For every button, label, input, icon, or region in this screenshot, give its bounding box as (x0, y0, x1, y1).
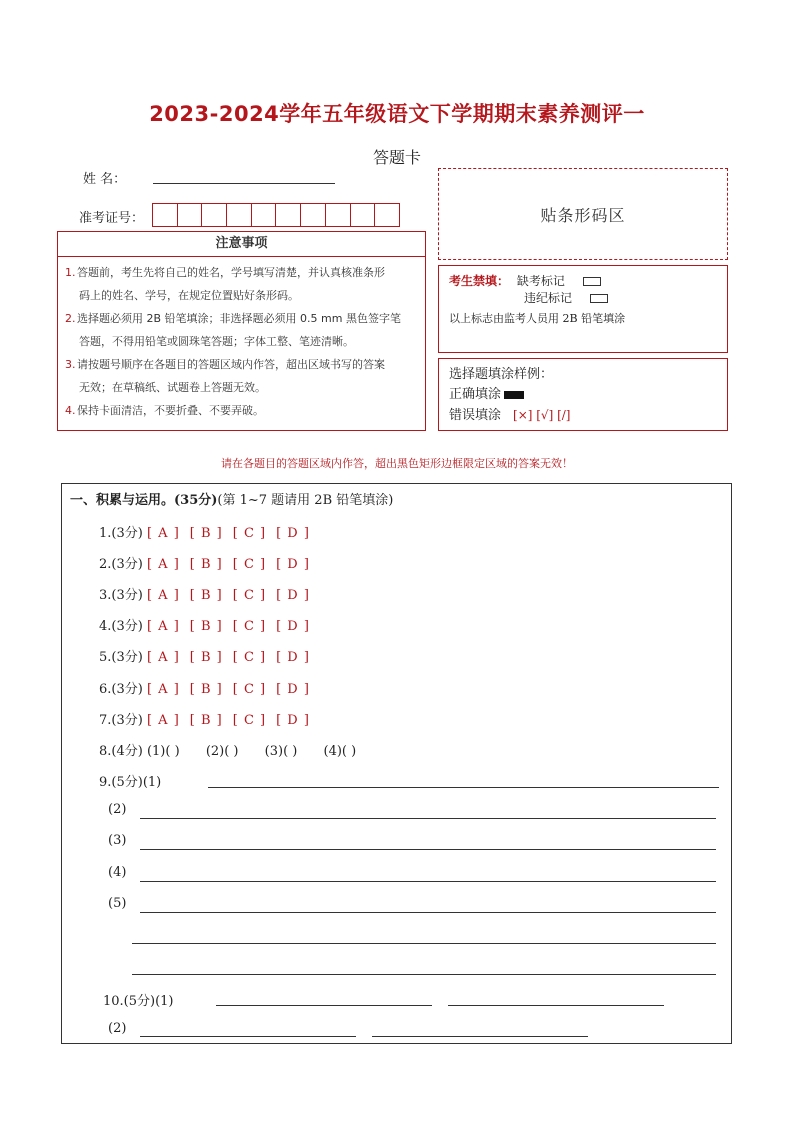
notice-num: 1. (65, 266, 76, 279)
option-a[interactable]: [ A ] (146, 682, 180, 697)
answer-line[interactable] (140, 1036, 356, 1037)
question-number: 6.(3分) (99, 682, 143, 697)
mc-question (99, 553, 320, 572)
mc-question (99, 584, 320, 603)
notice-num: 2. (65, 312, 76, 325)
option-a[interactable]: [ A ] (146, 713, 180, 728)
question-number: 8.(4分) (99, 744, 143, 759)
q8-row (99, 740, 356, 759)
option-c[interactable]: [ C ] (232, 619, 267, 634)
q8-part[interactable]: (1)( ) (146, 744, 180, 759)
barcode-label: 贴条形码区 (540, 205, 626, 225)
examiner-only-box (438, 265, 728, 353)
mc-question (99, 678, 320, 697)
id-cell[interactable] (374, 203, 400, 227)
forbid-note: 以上标志由监考人员用 2B 铅笔填涂 (449, 312, 626, 325)
notice-num: 4. (65, 404, 76, 417)
q9-part-label: (2) (108, 802, 127, 817)
question-number: 1.(3分) (99, 526, 143, 541)
answer-line[interactable] (448, 1005, 664, 1006)
option-a[interactable]: [ A ] (146, 526, 180, 541)
name-field[interactable] (153, 183, 335, 184)
option-d[interactable]: [ D ] (276, 619, 310, 634)
option-a[interactable]: [ A ] (146, 619, 180, 634)
question-number: 9.(5分) (99, 775, 143, 790)
answer-line[interactable] (140, 881, 716, 882)
q10-row (103, 990, 174, 1009)
notice-text: 请按题号顺序在各题目的答题区域内作答，超出区域书写的答案 (77, 358, 385, 371)
mc-question (99, 709, 320, 728)
notice-text: 无效；在草稿纸、试题卷上答题无效。 (79, 381, 266, 394)
option-a[interactable]: [ A ] (146, 588, 180, 603)
violation-mark-box[interactable] (590, 294, 608, 303)
correct-fill-label: 正确填涂 (449, 387, 502, 402)
mc-question (99, 646, 320, 665)
wrong-fill-marks: [×] [√] [/] (513, 408, 571, 422)
q9-part-label: (5) (108, 896, 127, 911)
absent-mark-box[interactable] (583, 277, 601, 286)
answer-line[interactable] (216, 1005, 432, 1006)
option-a[interactable]: [ A ] (146, 557, 180, 572)
forbid-label: 考生禁填： (449, 274, 510, 288)
option-b[interactable]: [ B ] (189, 526, 223, 541)
id-cell[interactable] (275, 203, 301, 227)
id-cell[interactable] (177, 203, 203, 227)
option-c[interactable]: [ C ] (232, 682, 267, 697)
section-title (70, 489, 393, 508)
question-number: 4.(3分) (99, 619, 143, 634)
id-cell[interactable] (300, 203, 326, 227)
answer-line[interactable] (132, 943, 716, 944)
q8-part[interactable]: (4)( ) (323, 744, 357, 759)
notice-num: 3. (65, 358, 76, 371)
question-number: 7.(3分) (99, 713, 143, 728)
page-title: 2023-2024学年五年级语文下学期期末素养测评一 (149, 102, 645, 126)
answer-line[interactable] (140, 818, 716, 819)
id-cell[interactable] (152, 203, 178, 227)
mc-question (99, 615, 320, 634)
notice-item (65, 399, 419, 422)
answer-line[interactable] (132, 974, 716, 975)
q8-part[interactable]: (3)( ) (264, 744, 298, 759)
absent-mark-label: 缺考标记 (516, 274, 565, 288)
question-number: 3.(3分) (99, 588, 143, 603)
option-c[interactable]: [ C ] (232, 526, 267, 541)
q10-part-label: (2) (108, 1021, 127, 1036)
option-d[interactable]: [ D ] (276, 682, 310, 697)
section-heading: 一、积累与运用。(35分) (70, 493, 218, 508)
answer-card-subtitle: 答题卡 (372, 148, 421, 167)
option-c[interactable]: [ C ] (232, 650, 267, 665)
wrong-fill-label: 错误填涂 (449, 408, 502, 423)
sample-heading: 选择题填涂样例： (449, 367, 554, 382)
notice-heading: 注意事项 (58, 232, 425, 257)
notice-text: 选择题必须用 2B 铅笔填涂；非选择题必须用 0.5 mm 黑色签字笔 (77, 312, 401, 325)
notice-text: 码上的姓名、学号，在规定位置贴好条形码。 (79, 289, 299, 302)
option-b[interactable]: [ B ] (189, 713, 223, 728)
answer-line[interactable] (140, 912, 716, 913)
notice-item (65, 353, 419, 376)
q9-part-label: (3) (108, 833, 127, 848)
q9-row (99, 771, 161, 790)
id-cell[interactable] (350, 203, 376, 227)
notice-text: 保持卡面清洁，不要折叠、不要弄破。 (77, 404, 264, 417)
option-b[interactable]: [ B ] (189, 682, 223, 697)
option-c[interactable]: [ C ] (232, 557, 267, 572)
option-d[interactable]: [ D ] (276, 713, 310, 728)
notice-text: 答题，不得用铅笔或圆珠笔答题；字体工整、笔迹清晰。 (79, 335, 354, 348)
q8-part[interactable]: (2)( ) (205, 744, 239, 759)
option-d[interactable]: [ D ] (276, 557, 310, 572)
id-cell[interactable] (201, 203, 227, 227)
q10-part-label: (1) (155, 994, 174, 1009)
option-b[interactable]: [ B ] (189, 619, 223, 634)
notice-box (57, 231, 426, 431)
option-b[interactable]: [ B ] (189, 650, 223, 665)
answer-line[interactable] (140, 849, 716, 850)
option-a[interactable]: [ A ] (146, 650, 180, 665)
option-b[interactable]: [ B ] (189, 588, 223, 603)
question-number: 5.(3分) (99, 650, 143, 665)
option-c[interactable]: [ C ] (232, 713, 267, 728)
option-d[interactable]: [ D ] (276, 526, 310, 541)
answer-line[interactable] (372, 1036, 588, 1037)
notice-item (65, 307, 419, 330)
notice-item (65, 261, 419, 284)
violation-mark-label: 违纪标记 (524, 291, 573, 305)
q9-part-label: (1) (142, 775, 162, 790)
id-label: 准考证号： (79, 211, 145, 226)
id-cell[interactable] (251, 203, 277, 227)
section-note: (第 1~7 题请用 2B 铅笔填涂) (217, 493, 394, 508)
fill-sample-box (438, 358, 728, 431)
option-d[interactable]: [ D ] (276, 588, 310, 603)
correct-fill-mark (504, 391, 524, 399)
option-c[interactable]: [ C ] (232, 588, 267, 603)
name-label: 姓 名： (83, 172, 127, 187)
id-cell[interactable] (325, 203, 351, 227)
mc-question (99, 522, 320, 541)
id-number-boxes[interactable] (152, 203, 399, 227)
id-cell[interactable] (226, 203, 252, 227)
answer-area-warning: 请在各题目的答题区域内作答，超出黑色矩形边框限定区域的答案无效！ (221, 457, 573, 470)
question-number: 10.(5分) (103, 994, 156, 1009)
question-number: 2.(3分) (99, 557, 143, 572)
notice-text: 答题前，考生先将自己的姓名，学号填写清楚，并认真核准条形 (77, 266, 385, 279)
option-b[interactable]: [ B ] (189, 557, 223, 572)
answer-line[interactable] (208, 787, 719, 788)
q9-part-label: (4) (108, 865, 127, 880)
barcode-area (438, 168, 728, 260)
option-d[interactable]: [ D ] (276, 650, 310, 665)
